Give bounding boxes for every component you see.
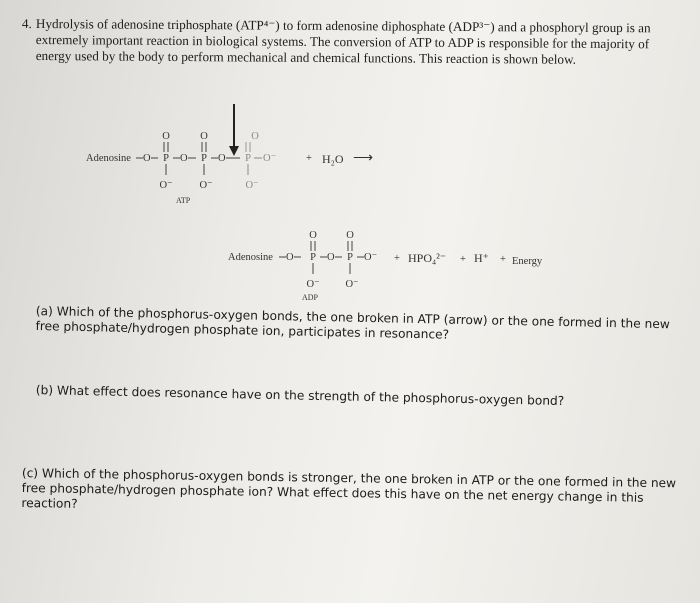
adp-top-o-1: O — [309, 230, 317, 241]
atp-label: ATP — [176, 196, 191, 205]
part-b-text: (b) What effect does resonance have on the strength of the phosphorus-oxygen bond? — [35, 383, 565, 409]
atp-bottom-o-2: O⁻ — [199, 180, 213, 191]
atp-top-o-2: O — [200, 131, 208, 142]
atp-p-gamma: P — [245, 153, 251, 164]
atp-bottom-o-1: O⁻ — [159, 180, 173, 191]
hydrogen-phosphate: HPO₄²⁻ — [408, 251, 447, 265]
adp-o-terminal: O⁻ — [364, 252, 378, 263]
adp-top-o-2: O — [346, 230, 354, 241]
atp-p-alpha: P — [163, 153, 169, 164]
plus-2: + — [394, 253, 400, 264]
atp-adenosine: Adenosine — [86, 153, 131, 164]
part-a-text: (a) Which of the phosphorus-oxygen bonds, the one broken in ATP (arrow) or the one formed in the new free phosphate/hydrogen phosphate ion, participates in resonance? — [35, 304, 670, 342]
atp-o-terminal: O⁻ — [263, 153, 277, 164]
plus-1: + — [306, 153, 312, 164]
adp-adenosine: Adenosine — [228, 252, 273, 263]
adp-p-alpha: P — [310, 252, 316, 263]
plus-4: + — [500, 254, 506, 265]
proton: H⁺ — [474, 251, 489, 265]
atp-bottom-o-3: O⁻ — [245, 180, 259, 191]
adp-structure — [228, 230, 543, 300]
adp-label: ADP — [302, 293, 319, 300]
atp-o-2: O — [180, 153, 188, 164]
adp-bottom-o-2: O⁻ — [345, 279, 359, 290]
water: H₂O — [322, 152, 344, 166]
question-intro-text: Hydrolysis of adenosine triphosphate (ATP⁴⁻) to form adenosine diphosphate (ADP³⁻) and a phosphoryl group is an extremely important reaction in biological systems. The conversion of ATP to ADP is responsible for the majority of energy used by the body to perform mechanical and chemical functions. This reaction is shown below. — [35, 16, 651, 67]
atp-o-3: O — [218, 153, 226, 164]
adp-o-2: O — [327, 252, 335, 263]
plus-3: + — [460, 254, 466, 265]
adp-o-1: O — [286, 252, 294, 263]
atp-top-o-3: O — [251, 131, 259, 142]
atp-structure — [86, 104, 373, 205]
atp-top-o-1: O — [162, 131, 170, 142]
question-number: 4. — [21, 15, 32, 31]
part-c-text: (c) Which of the phosphorus-oxygen bonds is stronger, the one broken in ATP or the one formed in the new free phosphate/hydrogen phosphate ion? What effect does this have on the net energy change in this reaction? — [21, 466, 677, 511]
atp-o-1: O — [143, 153, 151, 164]
bond-break-arrow — [229, 104, 239, 156]
reaction-scheme — [0, 0, 700, 300]
atp-p-beta: P — [201, 153, 207, 164]
adp-p-beta: P — [347, 252, 353, 263]
adp-bottom-o-1: O⁻ — [306, 279, 320, 290]
reaction-arrow: ⟶ — [353, 151, 374, 166]
energy: Energy — [512, 256, 543, 267]
